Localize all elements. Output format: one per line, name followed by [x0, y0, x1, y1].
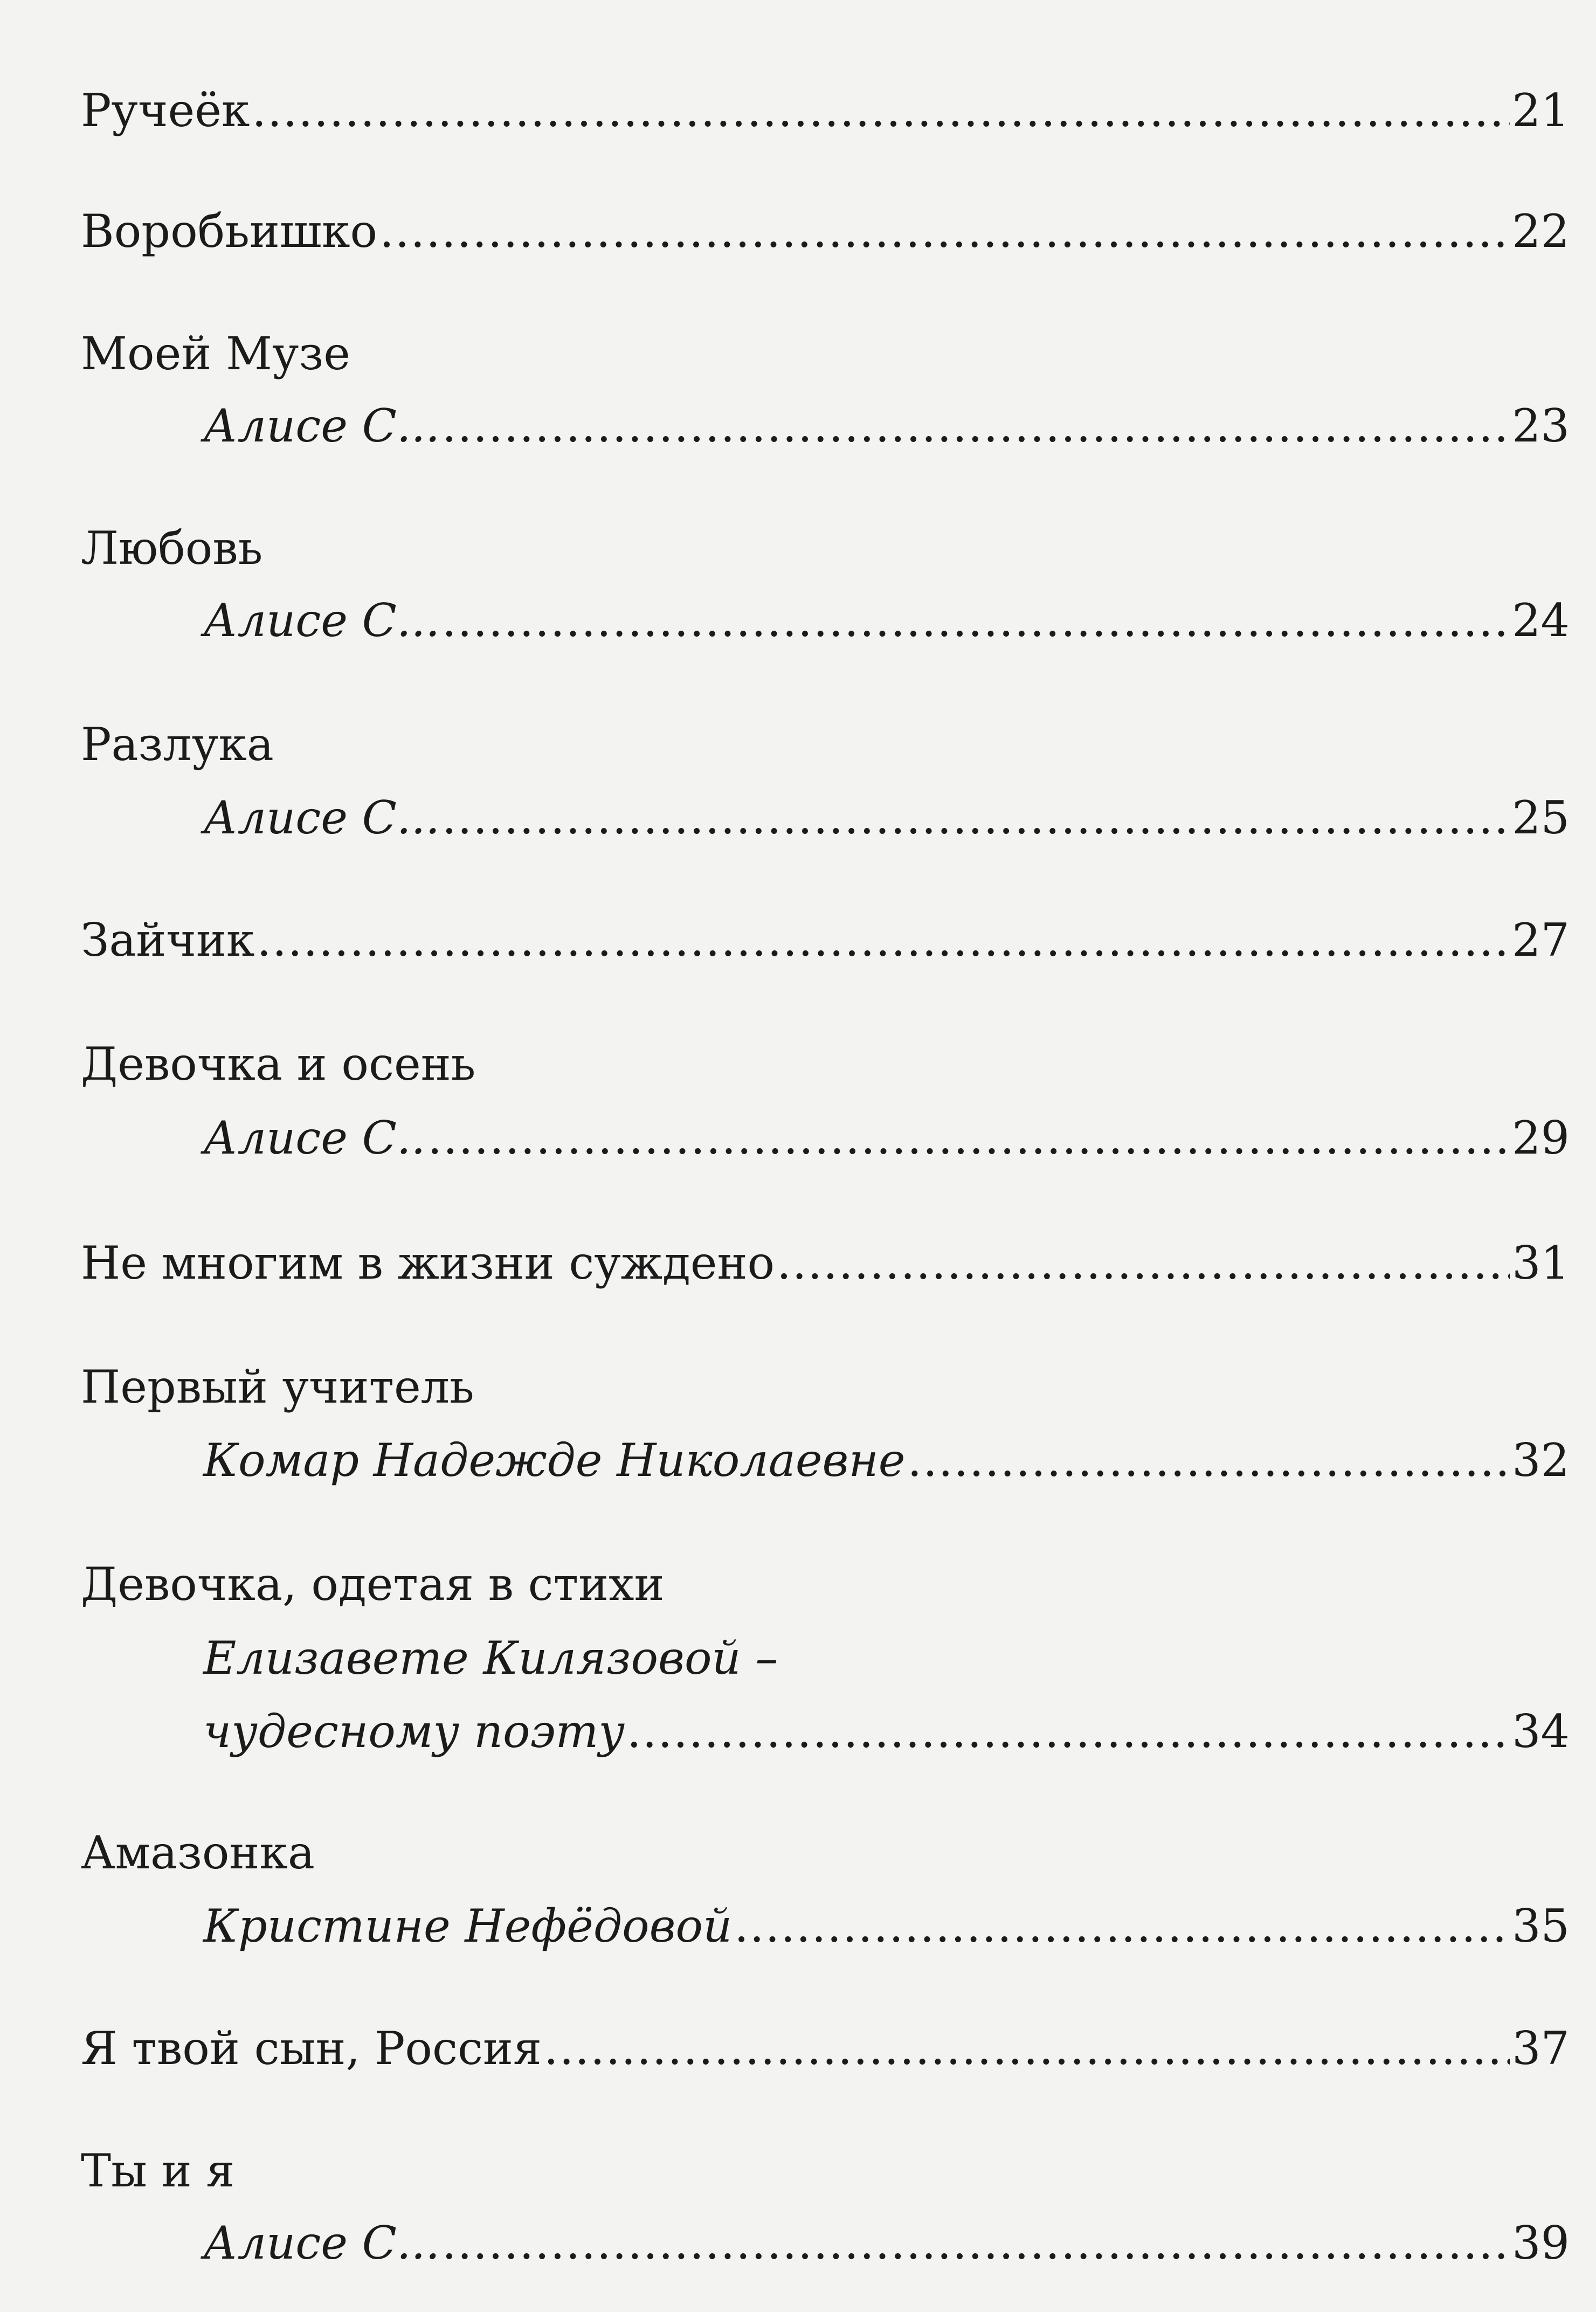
page-number: 32 — [1512, 1434, 1570, 1487]
toc-dedication-line — [203, 1894, 1570, 1958]
dot-leader — [427, 1106, 1510, 1170]
entry-title: Разлука — [81, 718, 274, 771]
toc-entry — [81, 1355, 1570, 1419]
entry-title: Девочка, одетая в стихи — [81, 1558, 665, 1611]
page-number: 21 — [1512, 84, 1570, 137]
page-number: 29 — [1512, 1112, 1570, 1164]
page-number: 34 — [1512, 1705, 1570, 1758]
page-number: 37 — [1512, 2022, 1570, 2075]
dot-leader — [627, 1699, 1510, 1764]
entry-dedication: Алисе С... — [203, 2217, 440, 2269]
toc-entry — [81, 2138, 1570, 2203]
entry-dedication: Алисе С... — [203, 594, 440, 647]
toc-entry — [81, 78, 1570, 143]
entry-title: Любовь — [81, 522, 263, 575]
page-number: 22 — [1512, 205, 1570, 258]
dot-leader — [544, 2016, 1510, 2081]
toc-dedication-line — [203, 1699, 1570, 1764]
toc-entry — [81, 516, 1570, 581]
entry-title: Ты и я — [81, 2144, 235, 2197]
dot-leader — [442, 2211, 1510, 2275]
page-number: 31 — [1512, 1237, 1570, 1289]
toc-dedication-line — [203, 1626, 1570, 1690]
dot-leader — [252, 78, 1510, 143]
page-number: 23 — [1512, 399, 1570, 452]
entry-dedication: Алисе С.. — [203, 1112, 426, 1164]
toc-dedication-line — [203, 2211, 1570, 2275]
entry-title: Воробьишко — [81, 205, 378, 258]
entry-dedication: Елизавете Килязовой – — [203, 1632, 778, 1685]
page-number: 25 — [1512, 791, 1570, 844]
toc-entry — [81, 2016, 1570, 2081]
toc-entry — [81, 908, 1570, 972]
toc-dedication-line — [203, 785, 1570, 850]
entry-title: Девочка и осень — [81, 1038, 476, 1091]
toc-entry — [81, 1231, 1570, 1295]
toc-dedication-line — [203, 588, 1570, 653]
entry-title: Не многим в жизни суждено — [81, 1237, 775, 1289]
entry-title: Моей Музе — [81, 327, 350, 380]
entry-title: Ручеёк — [81, 84, 250, 137]
toc-entry — [81, 321, 1570, 386]
toc-entry — [81, 1032, 1570, 1096]
toc-dedication-line — [203, 1106, 1570, 1170]
toc-entry — [81, 1552, 1570, 1617]
dot-leader — [379, 199, 1510, 264]
toc-entry — [81, 1820, 1570, 1885]
entry-dedication: Алисе С... — [203, 399, 440, 452]
dot-leader — [257, 908, 1510, 972]
dot-leader — [908, 1428, 1510, 1493]
entry-title: Зайчик — [81, 914, 255, 967]
toc-entry — [81, 199, 1570, 264]
entry-title: Первый учитель — [81, 1361, 474, 1413]
dot-leader — [442, 785, 1510, 850]
entry-dedication: чудесному поэту — [203, 1705, 625, 1758]
dot-leader — [777, 1231, 1510, 1295]
dot-leader — [734, 1894, 1510, 1958]
toc-entry — [81, 712, 1570, 777]
page-number: 24 — [1512, 594, 1570, 647]
dot-leader — [442, 588, 1510, 653]
entry-dedication: Алисе С... — [203, 791, 440, 844]
page-number: 27 — [1512, 914, 1570, 967]
entry-dedication: Кристине Нефёдовой — [203, 1900, 733, 1952]
entry-title: Амазонка — [81, 1826, 315, 1879]
entry-title: Я твой сын, Россия — [81, 2022, 542, 2075]
page-number: 35 — [1512, 1900, 1570, 1952]
dot-leader — [442, 394, 1510, 458]
page-number: 39 — [1512, 2217, 1570, 2269]
toc-dedication-line — [203, 394, 1570, 458]
toc-dedication-line — [203, 1428, 1570, 1493]
entry-dedication: Комар Надежде Николаевне — [203, 1434, 906, 1487]
